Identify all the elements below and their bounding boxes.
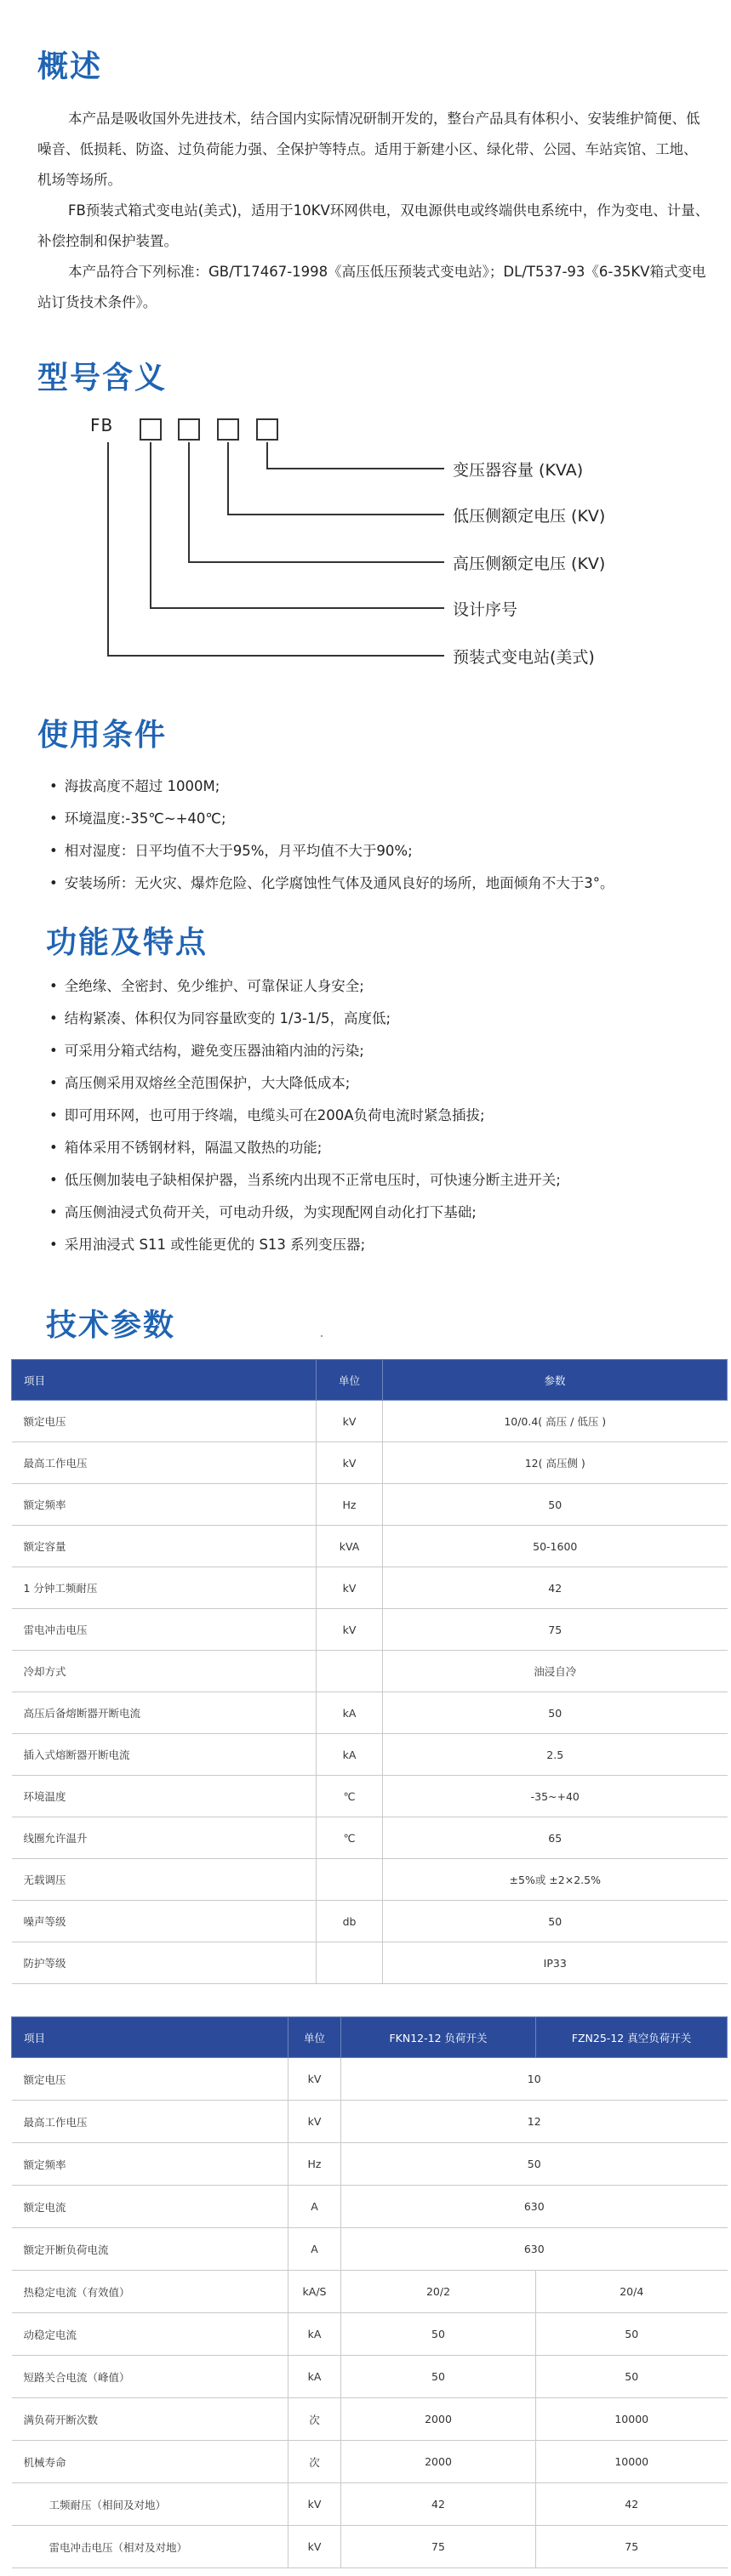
list-item: • 全绝缘、全密封、免少维护、可靠保证人身安全; <box>49 970 561 1003</box>
table-cell: kV <box>288 2526 341 2568</box>
table-cell: 额定电流 <box>12 2186 288 2228</box>
features-list <box>49 970 561 1261</box>
table-cell: 2.5 <box>383 1734 728 1776</box>
table-cell: 防护等级 <box>12 1942 317 1984</box>
overview-paragraph: 本产品是吸收国外先进技术，结合国内实际情况研制开发的，整台产品具有体积小、安装维护简便、低噪音、低损耗、防盗、过负荷能力强、全保护等特点。适用于新建小区、绿化带、公园、车站宾馆、工地、机场等场所。 <box>37 111 700 188</box>
table-cell: 最高工作电压 <box>12 1442 317 1484</box>
table-cell: 热稳定电流（有效值） <box>12 2271 288 2313</box>
spec-table-1 <box>11 1359 728 1984</box>
table-cell: 12 <box>341 2101 728 2143</box>
table-row <box>12 2143 728 2186</box>
table-row <box>12 2398 728 2441</box>
table-cell: kA <box>317 1692 383 1734</box>
model-label: 设计序号 <box>453 600 518 619</box>
table-row <box>12 1817 728 1859</box>
table-cell: 机械寿命 <box>12 2441 288 2483</box>
table-cell: 20/2 <box>341 2271 536 2313</box>
table-cell: 2000 <box>341 2441 536 2483</box>
table-cell: IP33 <box>383 1942 728 1984</box>
table-cell: 动稳定电流 <box>12 2313 288 2356</box>
table-cell: 油浸自冷 <box>383 1651 728 1692</box>
connector-line <box>266 468 444 469</box>
model-label: 低压侧额定电压 (KV) <box>453 507 606 526</box>
table-header-row <box>12 2017 728 2058</box>
table-cell: 50 <box>536 2356 728 2398</box>
table-cell: 75 <box>341 2526 536 2568</box>
table-cell: Hz <box>288 2143 341 2186</box>
table-cell: 次 <box>288 2441 341 2483</box>
model-diagram <box>0 408 731 680</box>
table-header: 项目 <box>12 2017 288 2058</box>
table-cell: 50 <box>341 2313 536 2356</box>
table-cell: 额定开断负荷电流 <box>12 2228 288 2271</box>
table-cell: 10000 <box>536 2398 728 2441</box>
list-item: • 安装场所：无火灾、爆炸危险、化学腐蚀性气体及通风良好的场所，地面倾角不大于3°。 <box>49 867 614 900</box>
list-item: • 低压侧加装电子缺相保护器，当系统内出现不正常电压时，可快速分断主进开关; <box>49 1164 561 1197</box>
table-cell: 50 <box>383 1692 728 1734</box>
table-cell: 无载调压 <box>12 1859 317 1901</box>
table-row <box>12 2228 728 2271</box>
conditions-list <box>49 771 614 900</box>
table-cell: 42 <box>383 1567 728 1609</box>
table-row <box>12 1901 728 1942</box>
table-cell: 50-1600 <box>383 1526 728 1567</box>
table-cell: 额定电压 <box>12 2058 288 2101</box>
table-cell: kV <box>288 2101 341 2143</box>
table-cell <box>317 1651 383 1692</box>
table-cell: 插入式熔断器开断电流 <box>12 1734 317 1776</box>
table-cell: Hz <box>317 1484 383 1526</box>
table-cell: kV <box>288 2058 341 2101</box>
table-cell: A <box>288 2228 341 2271</box>
table-cell: 12( 高压侧 ) <box>383 1442 728 1484</box>
specs-title: 技术参数 <box>46 1308 176 1343</box>
connector-line <box>107 655 444 657</box>
divider-dot <box>321 1335 323 1337</box>
table-row <box>12 2441 728 2483</box>
table-row <box>12 2186 728 2228</box>
table-cell: 65 <box>383 1817 728 1859</box>
table-cell: -35~+40 <box>383 1776 728 1817</box>
overview-title: 概述 <box>37 49 103 84</box>
list-item: • 采用油浸式 S11 或性能更优的 S13 系列变压器; <box>49 1229 561 1261</box>
table-cell: ℃ <box>317 1776 383 1817</box>
table-header: 单位 <box>317 1360 383 1401</box>
table-cell: 10000 <box>536 2441 728 2483</box>
model-title: 型号含义 <box>37 361 168 395</box>
table-row <box>12 1692 728 1734</box>
model-box <box>256 418 278 441</box>
list-item: • 可采用分箱式结构，避免变压器油箱内油的污染; <box>49 1035 561 1067</box>
table-cell: 50 <box>536 2313 728 2356</box>
table-header-row <box>12 1360 728 1401</box>
overview-paragraph: 本产品符合下列标准：GB/T17467-1998《高压低压预装式变电站》；DL/T537-93《6-35KV箱式变电站订货技术条件》。 <box>37 264 706 310</box>
table-cell: 噪声等级 <box>12 1901 317 1942</box>
table-cell: 工频耐压（相间及对地） <box>12 2483 288 2526</box>
table-cell: 雷电冲击电压（相对及对地） <box>12 2526 288 2568</box>
connector-line <box>188 561 444 563</box>
table-row <box>12 1442 728 1484</box>
table-cell: 2000 <box>341 2398 536 2441</box>
table-cell: kA <box>317 1734 383 1776</box>
table-cell: 线圈允许温升 <box>12 1817 317 1859</box>
table-row <box>12 1776 728 1817</box>
overview-paragraph: FB预装式箱式变电站(美式)，适用于10KV环网供电，双电源供电或终端供电系统中，作为变电、计量、补偿控制和保护装置。 <box>37 202 710 249</box>
table-row <box>12 1567 728 1609</box>
table-cell: 1 分钟工频耐压 <box>12 1567 317 1609</box>
table-cell: 20/4 <box>536 2271 728 2313</box>
list-item: • 箱体采用不锈钢材料，隔温又散热的功能; <box>49 1132 561 1164</box>
model-box <box>140 418 162 441</box>
overview-text <box>37 104 710 318</box>
table-cell: kV <box>317 1567 383 1609</box>
table-row <box>12 2526 728 2568</box>
table-cell: 630 <box>341 2186 728 2228</box>
connector-line <box>150 442 151 609</box>
table-row <box>12 1484 728 1526</box>
model-prefix: FB <box>90 415 114 435</box>
table-cell: 额定频率 <box>12 1484 317 1526</box>
connector-line <box>227 442 229 515</box>
table-cell: A <box>288 2186 341 2228</box>
table-cell: 50 <box>341 2143 728 2186</box>
table-row <box>12 2101 728 2143</box>
list-item: • 即可用环网，也可用于终端，电缆头可在200A负荷电流时紧急插拔; <box>49 1100 561 1132</box>
features-title: 功能及特点 <box>46 925 208 960</box>
table-header: 项目 <box>12 1360 317 1401</box>
connector-line <box>188 442 190 563</box>
table-cell: 42 <box>536 2483 728 2526</box>
table-cell: 630 <box>341 2228 728 2271</box>
table-cell: 最高工作电压 <box>12 2101 288 2143</box>
table-cell: 满负荷开断次数 <box>12 2398 288 2441</box>
connector-line <box>266 442 268 469</box>
table-cell: 高压后备熔断器开断电流 <box>12 1692 317 1734</box>
table-cell: 75 <box>383 1609 728 1651</box>
table-cell: db <box>317 1901 383 1942</box>
table-row <box>12 1734 728 1776</box>
table-cell <box>317 1942 383 1984</box>
table-cell: kV <box>317 1442 383 1484</box>
table-header: FKN12-12 负荷开关 <box>341 2017 536 2058</box>
connector-line <box>107 442 109 657</box>
model-box <box>178 418 200 441</box>
table-row <box>12 2313 728 2356</box>
table-cell: 10/0.4( 高压 / 低压 ) <box>383 1401 728 1442</box>
table-cell: kVA <box>317 1526 383 1567</box>
list-item: • 结构紧凑、体积仅为同容量欧变的 1/3-1/5，高度低; <box>49 1003 561 1035</box>
table-cell: 额定电压 <box>12 1401 317 1442</box>
table-row <box>12 2058 728 2101</box>
table-cell: kA/S <box>288 2271 341 2313</box>
table-cell: 75 <box>536 2526 728 2568</box>
table-row <box>12 1401 728 1442</box>
table-cell: 50 <box>383 1484 728 1526</box>
connector-line <box>150 607 444 609</box>
model-label: 变压器容量 (KVA) <box>453 461 584 480</box>
table-row <box>12 1526 728 1567</box>
table-cell: kA <box>288 2313 341 2356</box>
table-row <box>12 2271 728 2313</box>
table-cell: ℃ <box>317 1817 383 1859</box>
spec-table-2 <box>11 2016 728 2568</box>
table-cell: ±5%或 ±2×2.5% <box>383 1859 728 1901</box>
table-cell: kV <box>317 1401 383 1442</box>
table-cell: 42 <box>341 2483 536 2526</box>
table-cell: 雷电冲击电压 <box>12 1609 317 1651</box>
table-cell: 10 <box>341 2058 728 2101</box>
table-cell: 冷却方式 <box>12 1651 317 1692</box>
table-header: FZN25-12 真空负荷开关 <box>536 2017 728 2058</box>
table-cell <box>317 1859 383 1901</box>
table-cell: 50 <box>341 2356 536 2398</box>
table-cell: 次 <box>288 2398 341 2441</box>
table-cell: kV <box>317 1609 383 1651</box>
table-cell: kA <box>288 2356 341 2398</box>
table-cell: 额定频率 <box>12 2143 288 2186</box>
table-row <box>12 1651 728 1692</box>
list-item: • 高压侧油浸式负荷开关，可电动升级，为实现配网自动化打下基础; <box>49 1197 561 1229</box>
table-row <box>12 1609 728 1651</box>
table-cell: 50 <box>383 1901 728 1942</box>
list-item: • 环境温度:-35℃~+40℃; <box>49 803 614 835</box>
table-cell: 额定容量 <box>12 1526 317 1567</box>
table-header: 单位 <box>288 2017 341 2058</box>
table-row <box>12 2483 728 2526</box>
connector-line <box>227 514 444 515</box>
table-cell: 环境温度 <box>12 1776 317 1817</box>
model-label: 预装式变电站(美式) <box>453 648 595 667</box>
table-cell: kV <box>288 2483 341 2526</box>
table-row <box>12 1942 728 1984</box>
model-label: 高压侧额定电压 (KV) <box>453 554 606 573</box>
table-row <box>12 1859 728 1901</box>
list-item: • 高压侧采用双熔丝全范围保护，大大降低成本; <box>49 1067 561 1100</box>
table-header: 参数 <box>383 1360 728 1401</box>
list-item: • 相对湿度：日平均值不大于95%，月平均值不大于90%; <box>49 835 614 867</box>
model-box <box>217 418 239 441</box>
table-cell: 短路关合电流（峰值） <box>12 2356 288 2398</box>
table-row <box>12 2356 728 2398</box>
list-item: • 海拔高度不超过 1000M; <box>49 771 614 803</box>
conditions-title: 使用条件 <box>37 718 168 753</box>
